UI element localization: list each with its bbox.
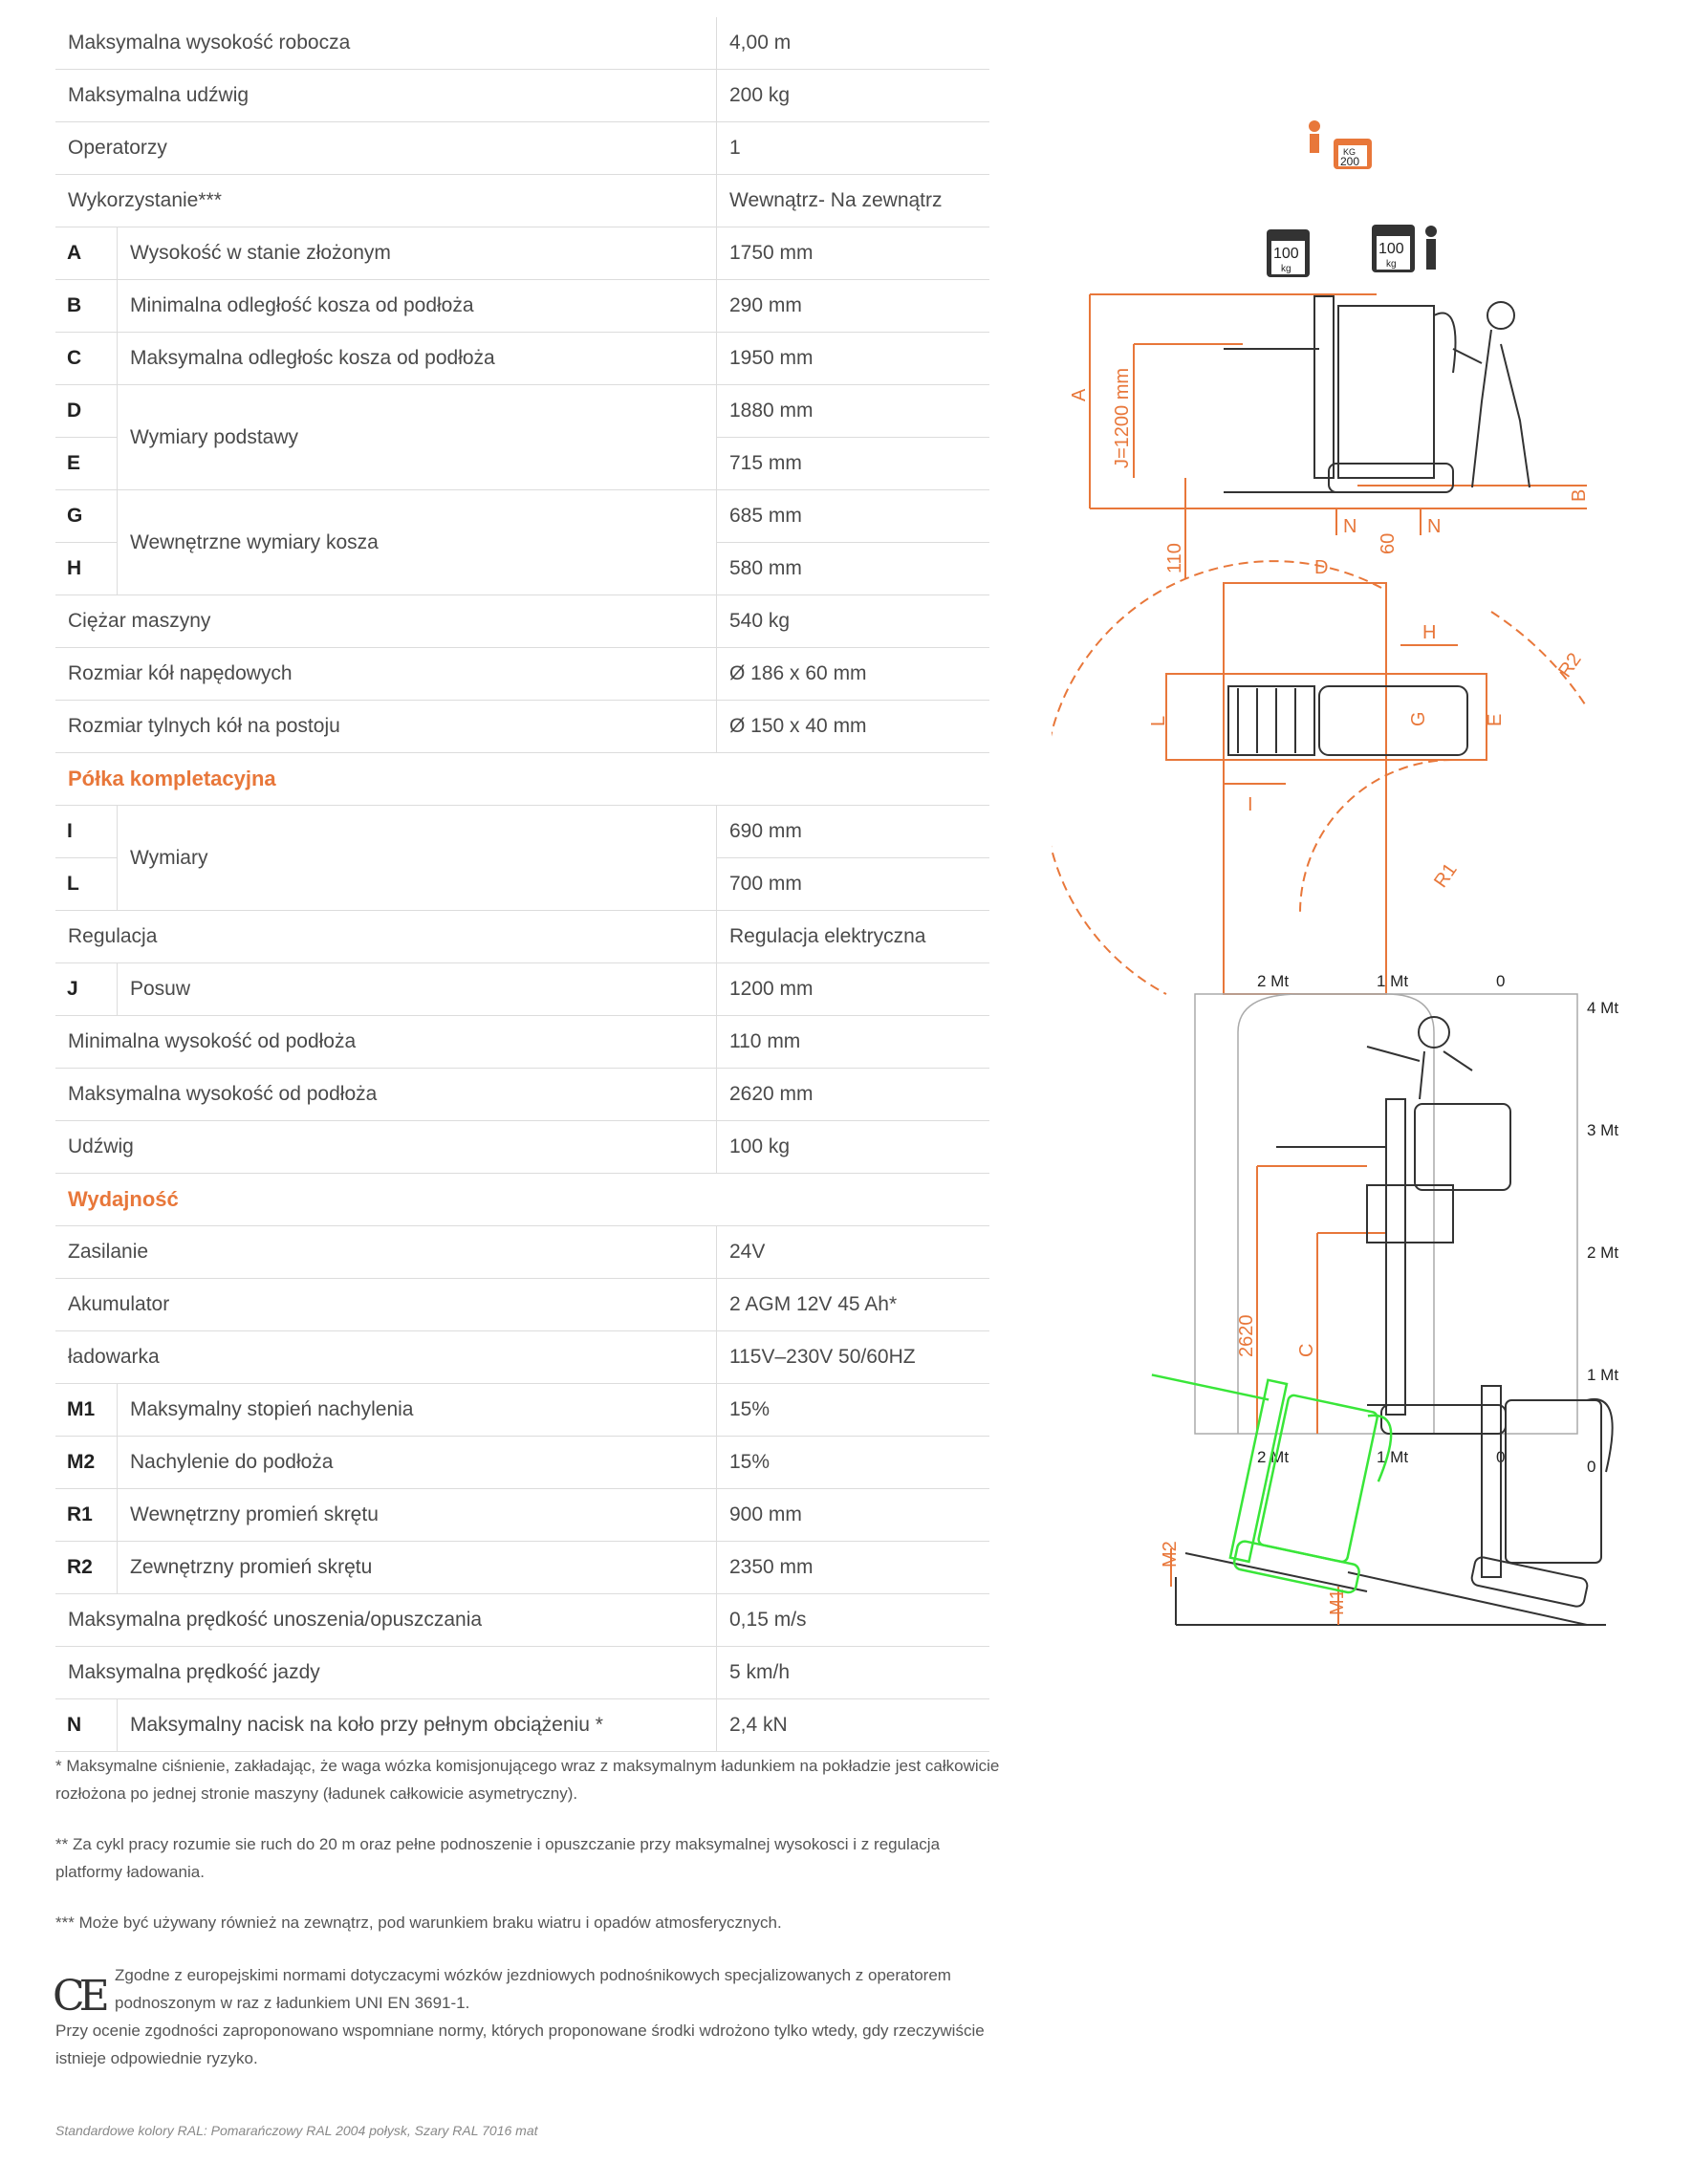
- row-label: ładowarka: [55, 1331, 717, 1384]
- row-code: D: [55, 385, 118, 438]
- section-row: [55, 753, 989, 806]
- row-label: Wysokość w stanie złożonym: [118, 227, 717, 280]
- row-value: 2,4 kN: [717, 1699, 990, 1752]
- svg-text:2 Mt: 2 Mt: [1587, 1243, 1619, 1262]
- svg-text:0: 0: [1496, 1448, 1506, 1466]
- table-row: [55, 1121, 989, 1174]
- svg-text:100: 100: [1378, 241, 1404, 257]
- svg-text:H: H: [1422, 622, 1437, 643]
- row-label: Udźwig: [55, 1121, 717, 1174]
- svg-text:R2: R2: [1554, 649, 1586, 681]
- svg-text:2 Mt: 2 Mt: [1257, 1448, 1290, 1466]
- row-value: Ø 186 x 60 mm: [717, 648, 990, 701]
- row-value: 0,15 m/s: [717, 1594, 990, 1647]
- table-row: [55, 806, 989, 858]
- row-value: Ø 150 x 40 mm: [717, 701, 990, 753]
- row-label: Maksymalny nacisk na koło przy pełnym obciążeniu *: [118, 1699, 717, 1752]
- group-label: Wymiary podstawy: [118, 385, 717, 490]
- load-200kg-icon: [1309, 120, 1372, 169]
- section-title: Półka kompletacyjna: [55, 753, 989, 806]
- row-code: H: [55, 543, 118, 595]
- row-value: 5 km/h: [717, 1647, 990, 1699]
- row-value: 700 mm: [717, 858, 990, 911]
- row-label: Wewnętrzny promień skrętu: [118, 1489, 717, 1542]
- row-value: 290 mm: [717, 280, 990, 333]
- table-row: [55, 1594, 989, 1647]
- row-code: C: [55, 333, 118, 385]
- table-row: [55, 1647, 989, 1699]
- svg-text:N: N: [1343, 516, 1357, 537]
- row-label: Maksymalna prędkość jazdy: [55, 1647, 717, 1699]
- row-code: N: [55, 1699, 118, 1752]
- row-value: 4,00 m: [717, 17, 990, 70]
- svg-text:2 Mt: 2 Mt: [1257, 972, 1290, 990]
- row-value: 15%: [717, 1384, 990, 1437]
- row-value: 715 mm: [717, 438, 990, 490]
- svg-text:L: L: [1148, 715, 1169, 726]
- row-value: 110 mm: [717, 1016, 990, 1069]
- table-row: [55, 175, 989, 227]
- row-code: M1: [55, 1384, 118, 1437]
- svg-text:B: B: [1569, 488, 1590, 502]
- row-label: Posuw: [118, 963, 717, 1016]
- svg-text:1 Mt: 1 Mt: [1377, 1448, 1409, 1466]
- table-row: [55, 1331, 989, 1384]
- svg-text:M1: M1: [1327, 1589, 1348, 1615]
- ce-mark-logo: CE: [53, 1972, 104, 2021]
- row-label: Maksymalny stopień nachylenia: [118, 1384, 717, 1437]
- svg-text:E: E: [1485, 713, 1506, 726]
- spec-table: [55, 17, 989, 1752]
- group-label: Wymiary: [118, 806, 717, 911]
- row-value: 540 kg: [717, 595, 990, 648]
- svg-text:M2: M2: [1160, 1541, 1181, 1568]
- group-label: Wewnętrzne wymiary kosza: [118, 490, 717, 595]
- svg-text:1 Mt: 1 Mt: [1587, 1366, 1619, 1384]
- row-label: Maksymalna prędkość unoszenia/opuszczania: [55, 1594, 717, 1647]
- table-row: [55, 227, 989, 280]
- footnote-3: *** Może być używany również na zewnątrz, pod warunkiem braku wiatru i opadów atmosferycznych.: [55, 1914, 782, 1932]
- row-value: 100 kg: [717, 1121, 990, 1174]
- svg-text:N: N: [1427, 516, 1442, 537]
- row-label: Minimalna wysokość od podłoża: [55, 1016, 717, 1069]
- table-row: [55, 1542, 989, 1594]
- svg-text:4 Mt: 4 Mt: [1587, 999, 1619, 1017]
- row-code: L: [55, 858, 118, 911]
- svg-text:D: D: [1314, 557, 1329, 578]
- svg-text:0: 0: [1587, 1458, 1596, 1476]
- section-row: [55, 1174, 989, 1226]
- row-code: E: [55, 438, 118, 490]
- row-value: 580 mm: [717, 543, 990, 595]
- table-row: [55, 911, 989, 963]
- table-row: [55, 595, 989, 648]
- svg-text:G: G: [1408, 711, 1429, 726]
- row-label: Maksymalna wysokość robocza: [55, 17, 717, 70]
- ral-colors: Standardowe kolory RAL: Pomarańczowy RAL 2004 połysk, Szary RAL 7016 mat: [55, 2123, 538, 2138]
- row-label: Nachylenie do podłoża: [118, 1437, 717, 1489]
- row-label: Operatorzy: [55, 122, 717, 175]
- load-100kg-right-icon: [1372, 225, 1437, 272]
- row-label: Maksymalna udźwig: [55, 70, 717, 122]
- svg-text:0: 0: [1496, 972, 1506, 990]
- row-value: Regulacja elektryczna: [717, 911, 990, 963]
- row-value: 115V–230V 50/60HZ: [717, 1331, 990, 1384]
- row-label: Rozmiar tylnych kół na postoju: [55, 701, 717, 753]
- table-row: [55, 963, 989, 1016]
- row-label: Zewnętrzny promień skrętu: [118, 1542, 717, 1594]
- svg-text:kg: kg: [1386, 259, 1397, 270]
- conformity-note: Przy ocenie zgodności zaproponowano wspomniane normy, których proponowane środki wdrożono tylko wtedy, gdy rzeczywiście istnieje odpowiednie ryzyko.: [55, 2022, 985, 2067]
- table-row: [55, 490, 989, 543]
- table-row: [55, 648, 989, 701]
- ce-note: Zgodne z europejskimi normami dotyczacymi wózków jezdniowych podnośnikowych specjalizowanych z operatorem podnoszonym w raz z ładunkiem UNI EN 3691-1.: [115, 1966, 951, 2012]
- table-row: [55, 70, 989, 122]
- row-code: M2: [55, 1437, 118, 1489]
- row-code: J: [55, 963, 118, 1016]
- row-value: 2 AGM 12V 45 Ah*: [717, 1279, 990, 1331]
- table-row: [55, 1384, 989, 1437]
- svg-text:60: 60: [1378, 532, 1399, 554]
- table-row: [55, 333, 989, 385]
- table-row: [55, 122, 989, 175]
- svg-text:KG: KG: [1343, 147, 1357, 157]
- svg-text:2620: 2620: [1236, 1314, 1257, 1357]
- row-value: 200 kg: [717, 70, 990, 122]
- row-value: 900 mm: [717, 1489, 990, 1542]
- table-row: [55, 385, 989, 438]
- technical-drawings: [1052, 115, 1625, 1854]
- row-code: G: [55, 490, 118, 543]
- side-view-drawing: [1069, 294, 1590, 578]
- svg-text:1 Mt: 1 Mt: [1377, 972, 1409, 990]
- row-value: 15%: [717, 1437, 990, 1489]
- svg-text:A: A: [1069, 388, 1090, 401]
- svg-text:kg: kg: [1281, 264, 1291, 274]
- row-value: 24V: [717, 1226, 990, 1279]
- row-value: 2620 mm: [717, 1069, 990, 1121]
- svg-text:C: C: [1296, 1343, 1317, 1357]
- svg-text:3 Mt: 3 Mt: [1587, 1121, 1619, 1139]
- row-label: Ciężar maszyny: [55, 595, 717, 648]
- row-label: Regulacja: [55, 911, 717, 963]
- row-value: 2350 mm: [717, 1542, 990, 1594]
- section-title: Wydajność: [55, 1174, 989, 1226]
- svg-text:J=1200 mm: J=1200 mm: [1112, 367, 1133, 468]
- row-value: 1200 mm: [717, 963, 990, 1016]
- load-100kg-left-icon: [1267, 229, 1310, 277]
- top-view-drawing: [1052, 557, 1587, 994]
- svg-text:200: 200: [1340, 155, 1360, 168]
- svg-text:I: I: [1248, 794, 1253, 815]
- svg-text:R1: R1: [1430, 859, 1462, 892]
- row-label: Maksymalna odległośc kosza od podłoża: [118, 333, 717, 385]
- row-code: A: [55, 227, 118, 280]
- row-value: 685 mm: [717, 490, 990, 543]
- row-code: B: [55, 280, 118, 333]
- table-row: [55, 1016, 989, 1069]
- table-row: [55, 17, 989, 70]
- row-value: 1: [717, 122, 990, 175]
- row-code: I: [55, 806, 118, 858]
- table-row: [55, 1699, 989, 1752]
- svg-text:100: 100: [1273, 246, 1299, 262]
- table-row: [55, 280, 989, 333]
- table-row: [55, 1279, 989, 1331]
- row-label: Akumulator: [55, 1279, 717, 1331]
- svg-text:110: 110: [1164, 543, 1185, 573]
- table-row: [55, 1437, 989, 1489]
- table-row: [55, 1069, 989, 1121]
- row-value: 690 mm: [717, 806, 990, 858]
- row-label: Rozmiar kół napędowych: [55, 648, 717, 701]
- row-label: Zasilanie: [55, 1226, 717, 1279]
- table-row: [55, 1226, 989, 1279]
- row-value: 1880 mm: [717, 385, 990, 438]
- row-label: Wykorzystanie***: [55, 175, 717, 227]
- row-value: 1750 mm: [717, 227, 990, 280]
- row-value: Wewnątrz- Na zewnątrz: [717, 175, 990, 227]
- footnote-1: * Maksymalne ciśnienie, zakładając, że waga wózka komisjonującego wraz z maksymalnym ładunkiem na pokładzie jest całkowicie rozłożona po jednej stronie maszyny (ładunek całkowicie asymetryczny).: [55, 1757, 1000, 1803]
- row-code: R2: [55, 1542, 118, 1594]
- row-label: Minimalna odległość kosza od podłoża: [118, 280, 717, 333]
- row-code: R1: [55, 1489, 118, 1542]
- table-row: [55, 1489, 989, 1542]
- slope-view-drawing: [1116, 1356, 1612, 1625]
- row-label: Maksymalna wysokość od podłoża: [55, 1069, 717, 1121]
- table-row: [55, 701, 989, 753]
- footnote-2: ** Za cykl pracy rozumie sie ruch do 20 m oraz pełne podnoszenie i opuszczanie przy maksymalnej wysokosci i z regulacja platformy ładowania.: [55, 1835, 941, 1881]
- row-value: 1950 mm: [717, 333, 990, 385]
